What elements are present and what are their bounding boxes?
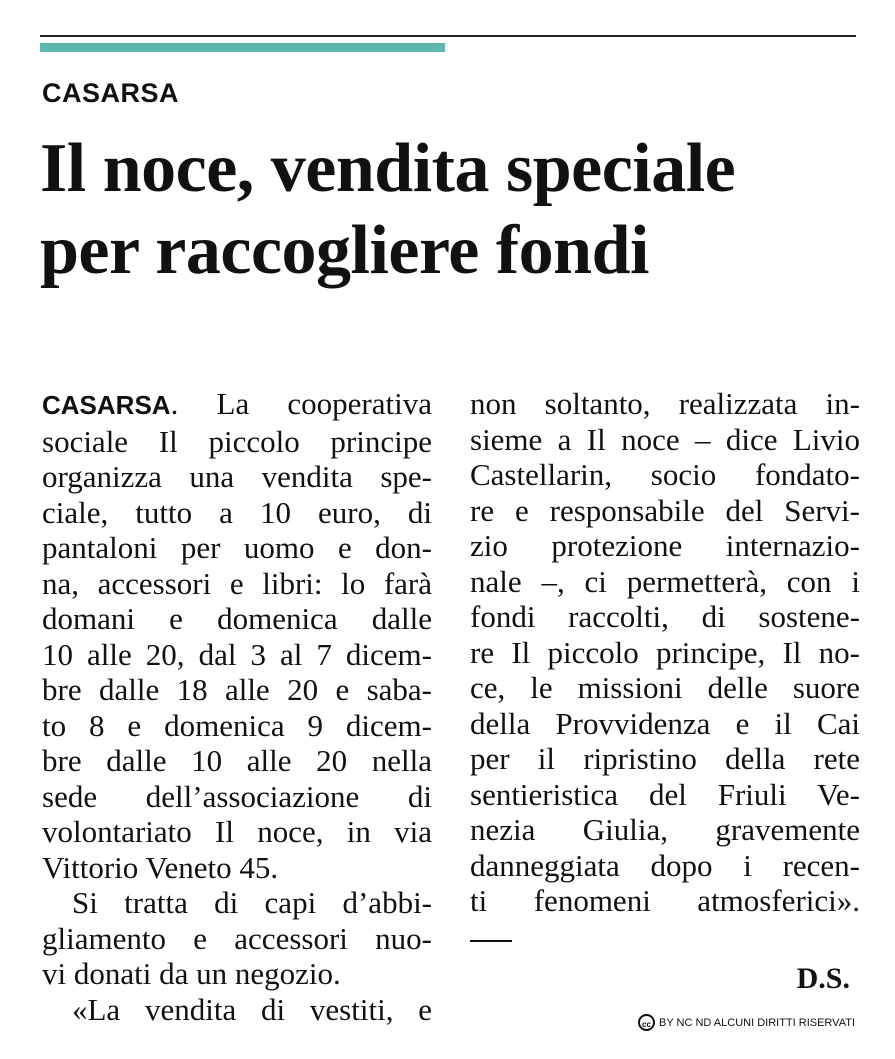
text-line: CASARSA. La cooperativa [42, 386, 432, 421]
text-line: sieme a Il noce – dice Livio [470, 421, 860, 457]
text-line: 10 alle 20, dal 3 al 7 dicem- [42, 636, 432, 672]
text-line: organizza una vendita spe- [42, 459, 432, 494]
text-line: na, accessori e libri: lo farà [42, 565, 432, 601]
end-dash [470, 940, 512, 942]
text-line: fondi raccolti, di sostene- [470, 599, 860, 634]
text-line: sentieristica del Friuli Ve- [470, 776, 860, 812]
text-line: domani e domenica dalle [42, 601, 432, 636]
headline-line: Il noce, vendita speciale [40, 130, 736, 207]
headline-line: per raccogliere fondi [40, 212, 649, 289]
headline [40, 128, 870, 292]
text-line: per il ripristino della rete [470, 741, 860, 776]
text-line: bre dalle 18 alle 20 e saba- [42, 672, 432, 707]
text-line: della Provvidenza e il Cai [470, 705, 860, 741]
text-line: Castellarin, socio fondato- [470, 457, 860, 492]
lead-place: CASARSA [42, 390, 171, 420]
text-line: sociale Il piccolo principe [42, 423, 432, 459]
text-line: danneggiata dopo i recen- [470, 847, 860, 883]
text-line: gliamento e accessori nuo- [42, 920, 432, 956]
text-line: volontariato Il noce, in via [42, 814, 432, 849]
text-line: «La vendita di vestiti, e [72, 991, 432, 1027]
text-line: ciale, tutto a 10 euro, di [42, 494, 432, 530]
text-line: vi donati da un negozio. [42, 956, 341, 991]
text-line: re e responsabile del Servi- [470, 492, 860, 528]
text-line: ti fenomeni atmosferici». [470, 883, 860, 918]
text-line: ce, le missioni delle suore [470, 670, 860, 705]
author-signature: D.S. [796, 962, 850, 995]
text-line: to 8 e domenica 9 dicem- [42, 707, 432, 743]
article-column-right [470, 386, 860, 919]
accent-bar [40, 43, 445, 52]
text-line: nale –, ci permetterà, con i [470, 563, 860, 599]
text-line: nezia Giulia, gravemente [470, 812, 860, 847]
article-column-left [42, 386, 432, 1027]
text-line: non soltanto, realizzata in- [470, 386, 860, 421]
text-line: sede dell’associazione di [42, 778, 432, 814]
creative-commons-icon: cc [638, 1014, 655, 1031]
text-line: re Il piccolo principe, Il no- [470, 634, 860, 670]
license-text: BY NC ND ALCUNI DIRITTI RISERVATI [659, 1016, 855, 1029]
top-rule [40, 35, 856, 37]
text-line: Si tratta di capi d’abbi- [72, 885, 432, 920]
text-line: Vittorio Veneto 45. [42, 849, 279, 885]
license-note [638, 1014, 855, 1031]
text-line: pantaloni per uomo e don- [42, 530, 432, 565]
text-line: zio protezione internazio- [470, 528, 860, 563]
text-line: bre dalle 10 alle 20 nella [42, 743, 432, 778]
section-kicker: CASARSA [42, 78, 180, 108]
